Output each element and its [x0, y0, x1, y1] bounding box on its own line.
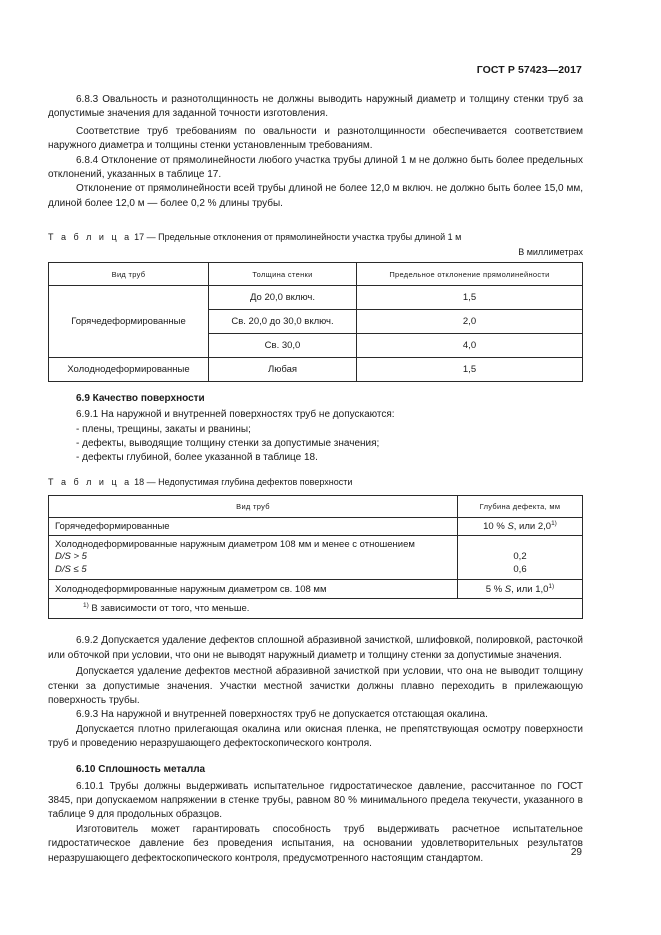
- table-footnote-row: [49, 599, 583, 619]
- depth-value: 0,2: [513, 551, 527, 563]
- table-18-header-type: Вид труб: [49, 495, 458, 517]
- table-cell: [458, 517, 583, 535]
- table-row: [49, 535, 583, 580]
- table-17-title: 17 — Предельные отклонения от прямолинейности участка трубы длиной 1 м: [134, 232, 462, 243]
- paragraph-6-9-2: 6.9.2 Допускается удаление дефектов сплошной абразивной зачисткой, шлифовкой, полировкой, расточкой или обточкой при условии, что они не выводят наружный диаметр и толщину стенки за допустимые значения.: [48, 635, 583, 661]
- table-cell: [49, 535, 458, 580]
- table-17-header-thickness: Толщина стенки: [209, 263, 357, 286]
- table-row: [49, 358, 583, 382]
- table-18-header-depth: Глубина дефекта, мм: [458, 495, 583, 517]
- paragraph-6-10-1-cont: Изготовитель может гарантировать способность труб выдерживать расчетное испытательное гидростатическое давление без проведения испытания, на основании удовлетворительных результатов неразрушающего дефектоскопического контроля, предусмотренного настоящим стандартом.: [48, 823, 583, 864]
- table-cell: 1,5: [357, 358, 583, 382]
- paragraph-6-9-2-cont: Допускается удаление дефектов местной абразивной зачисткой при условии, что она не выводит толщину стенки за допустимые значения. Участки местной зачистки должны плавно переходить в прилежающую поверхность трубы.: [48, 666, 583, 706]
- table-17-caption: [48, 231, 583, 243]
- footnote-text: В зависимости от того, что меньше.: [91, 603, 250, 615]
- table-17-hot-deformed: Горячедеформированные: [49, 286, 209, 358]
- table-cell: Св. 20,0 до 30,0 включ.: [209, 310, 357, 334]
- footnote-mark: 1): [548, 582, 555, 590]
- table-cell: [458, 580, 583, 599]
- table-17-label: Т а б л и ц а: [48, 232, 132, 243]
- paragraph-6-10-1: 6.10.1 Трубы должны выдерживать испытательное гидростатическое давление, рассчитанное по ГОСТ 3845, при допускаемом напряжении в стенке трубы, равном 80 % минимального предела текучести, указанного в таблице 9 для продольных образцов.: [48, 780, 583, 821]
- page-number: 29: [570, 847, 582, 858]
- ratio-gt-5: D/S > 5: [55, 551, 87, 563]
- paragraph-6-8-3-cont: Соответствие труб требованиям по овальности и разнотолщинности обеспечивается соответствием наружного диаметра и толщины стенки установленным требованиям.: [48, 125, 583, 152]
- table-cell: 1,5: [357, 286, 583, 310]
- table-17-header-row: [49, 263, 583, 286]
- page-content: [48, 93, 583, 866]
- table-17-header-deviation: Предельное отклонение прямолинейности: [357, 263, 583, 286]
- table-cell: 2,0: [357, 310, 583, 334]
- paragraph-6-9-1: 6.9.1 На наружной и внутренней поверхностях труб не допускаются:: [76, 409, 395, 421]
- paragraph-6-9-3-cont: Допускается плотно прилегающая окалина или окисная пленка, не препятствующая осмотру поверхности труб и проведению неразрушающего дефектоскопического контроля.: [48, 723, 583, 750]
- footnote-mark: 1): [83, 602, 89, 610]
- paragraph-6-8-3: 6.8.3 Овальность и разнотолщинность не должны выводить наружный диаметр и толщину стенки труб за допустимые значения для заданной точности изготовления.: [48, 94, 583, 120]
- table-cell: Любая: [209, 358, 357, 382]
- table-17-cold-deformed: Холоднодеформированные: [49, 358, 209, 382]
- table-18-header-row: [49, 495, 583, 517]
- table-row: [49, 580, 583, 599]
- list-item: - плены, трещины, закаты и рванины;: [76, 423, 251, 435]
- table-cell: 4,0: [357, 334, 583, 358]
- table-18-label: Т а б л и ц а: [48, 476, 132, 487]
- depth-value: 5 % S, или 1,0: [485, 583, 549, 595]
- table-18: [48, 495, 583, 620]
- paragraph-6-8-4-cont: Отклонение от прямолинейности всей трубы длиной не более 12,0 м включ. не должно быть более 15,0 мм, длиной более 12,0 м — более 0,2 % длины трубы.: [48, 183, 583, 209]
- table-cell: [458, 535, 583, 580]
- table-17-header-type: Вид труб: [49, 263, 209, 286]
- list-item: - дефекты глубиной, более указанной в таблице 18.: [76, 452, 318, 464]
- table-cell: Св. 30,0: [209, 334, 357, 358]
- section-6-10-title: 6.10 Сплошность металла: [76, 763, 206, 775]
- table-18-caption: [48, 476, 583, 488]
- table-row: [49, 517, 583, 535]
- ratio-le-5: D/S ≤ 5: [55, 563, 87, 575]
- table-17-units: В миллиметрах: [518, 247, 583, 258]
- table-cell: Холоднодеформированные наружным диаметром св. 108 мм: [49, 580, 458, 599]
- table-17: [48, 262, 583, 382]
- paragraph-6-9-3: 6.9.3 На наружной и внутренней поверхностях труб не допускается отстающая окалина.: [76, 709, 488, 721]
- table-cell: Горячедеформированные: [49, 517, 458, 535]
- list-item: - дефекты, выводящие толщину стенки за допустимые значения;: [76, 438, 380, 450]
- depth-value: 0,6: [513, 563, 527, 575]
- paragraph-6-8-4: 6.8.4 Отклонение от прямолинейности любого участка трубы длиной 1 м не должно быть более предельных отклонений, указанных в таблице 17.: [48, 154, 583, 181]
- footnote-mark: 1): [551, 519, 557, 527]
- table-footnote: [49, 599, 583, 619]
- table-18-title: 18 — Недопустимая глубина дефектов поверхности: [134, 476, 353, 487]
- table-cell: До 20,0 включ.: [209, 286, 357, 310]
- section-6-9-title: 6.9 Качество поверхности: [76, 393, 205, 405]
- standard-header: ГОСТ Р 57423—2017: [476, 64, 582, 76]
- depth-value: 10 % S, или 2,0: [483, 520, 552, 532]
- table-row: [49, 286, 583, 310]
- row-description: Холоднодеформированные наружным диаметром 108 мм и менее с отношением: [55, 538, 415, 550]
